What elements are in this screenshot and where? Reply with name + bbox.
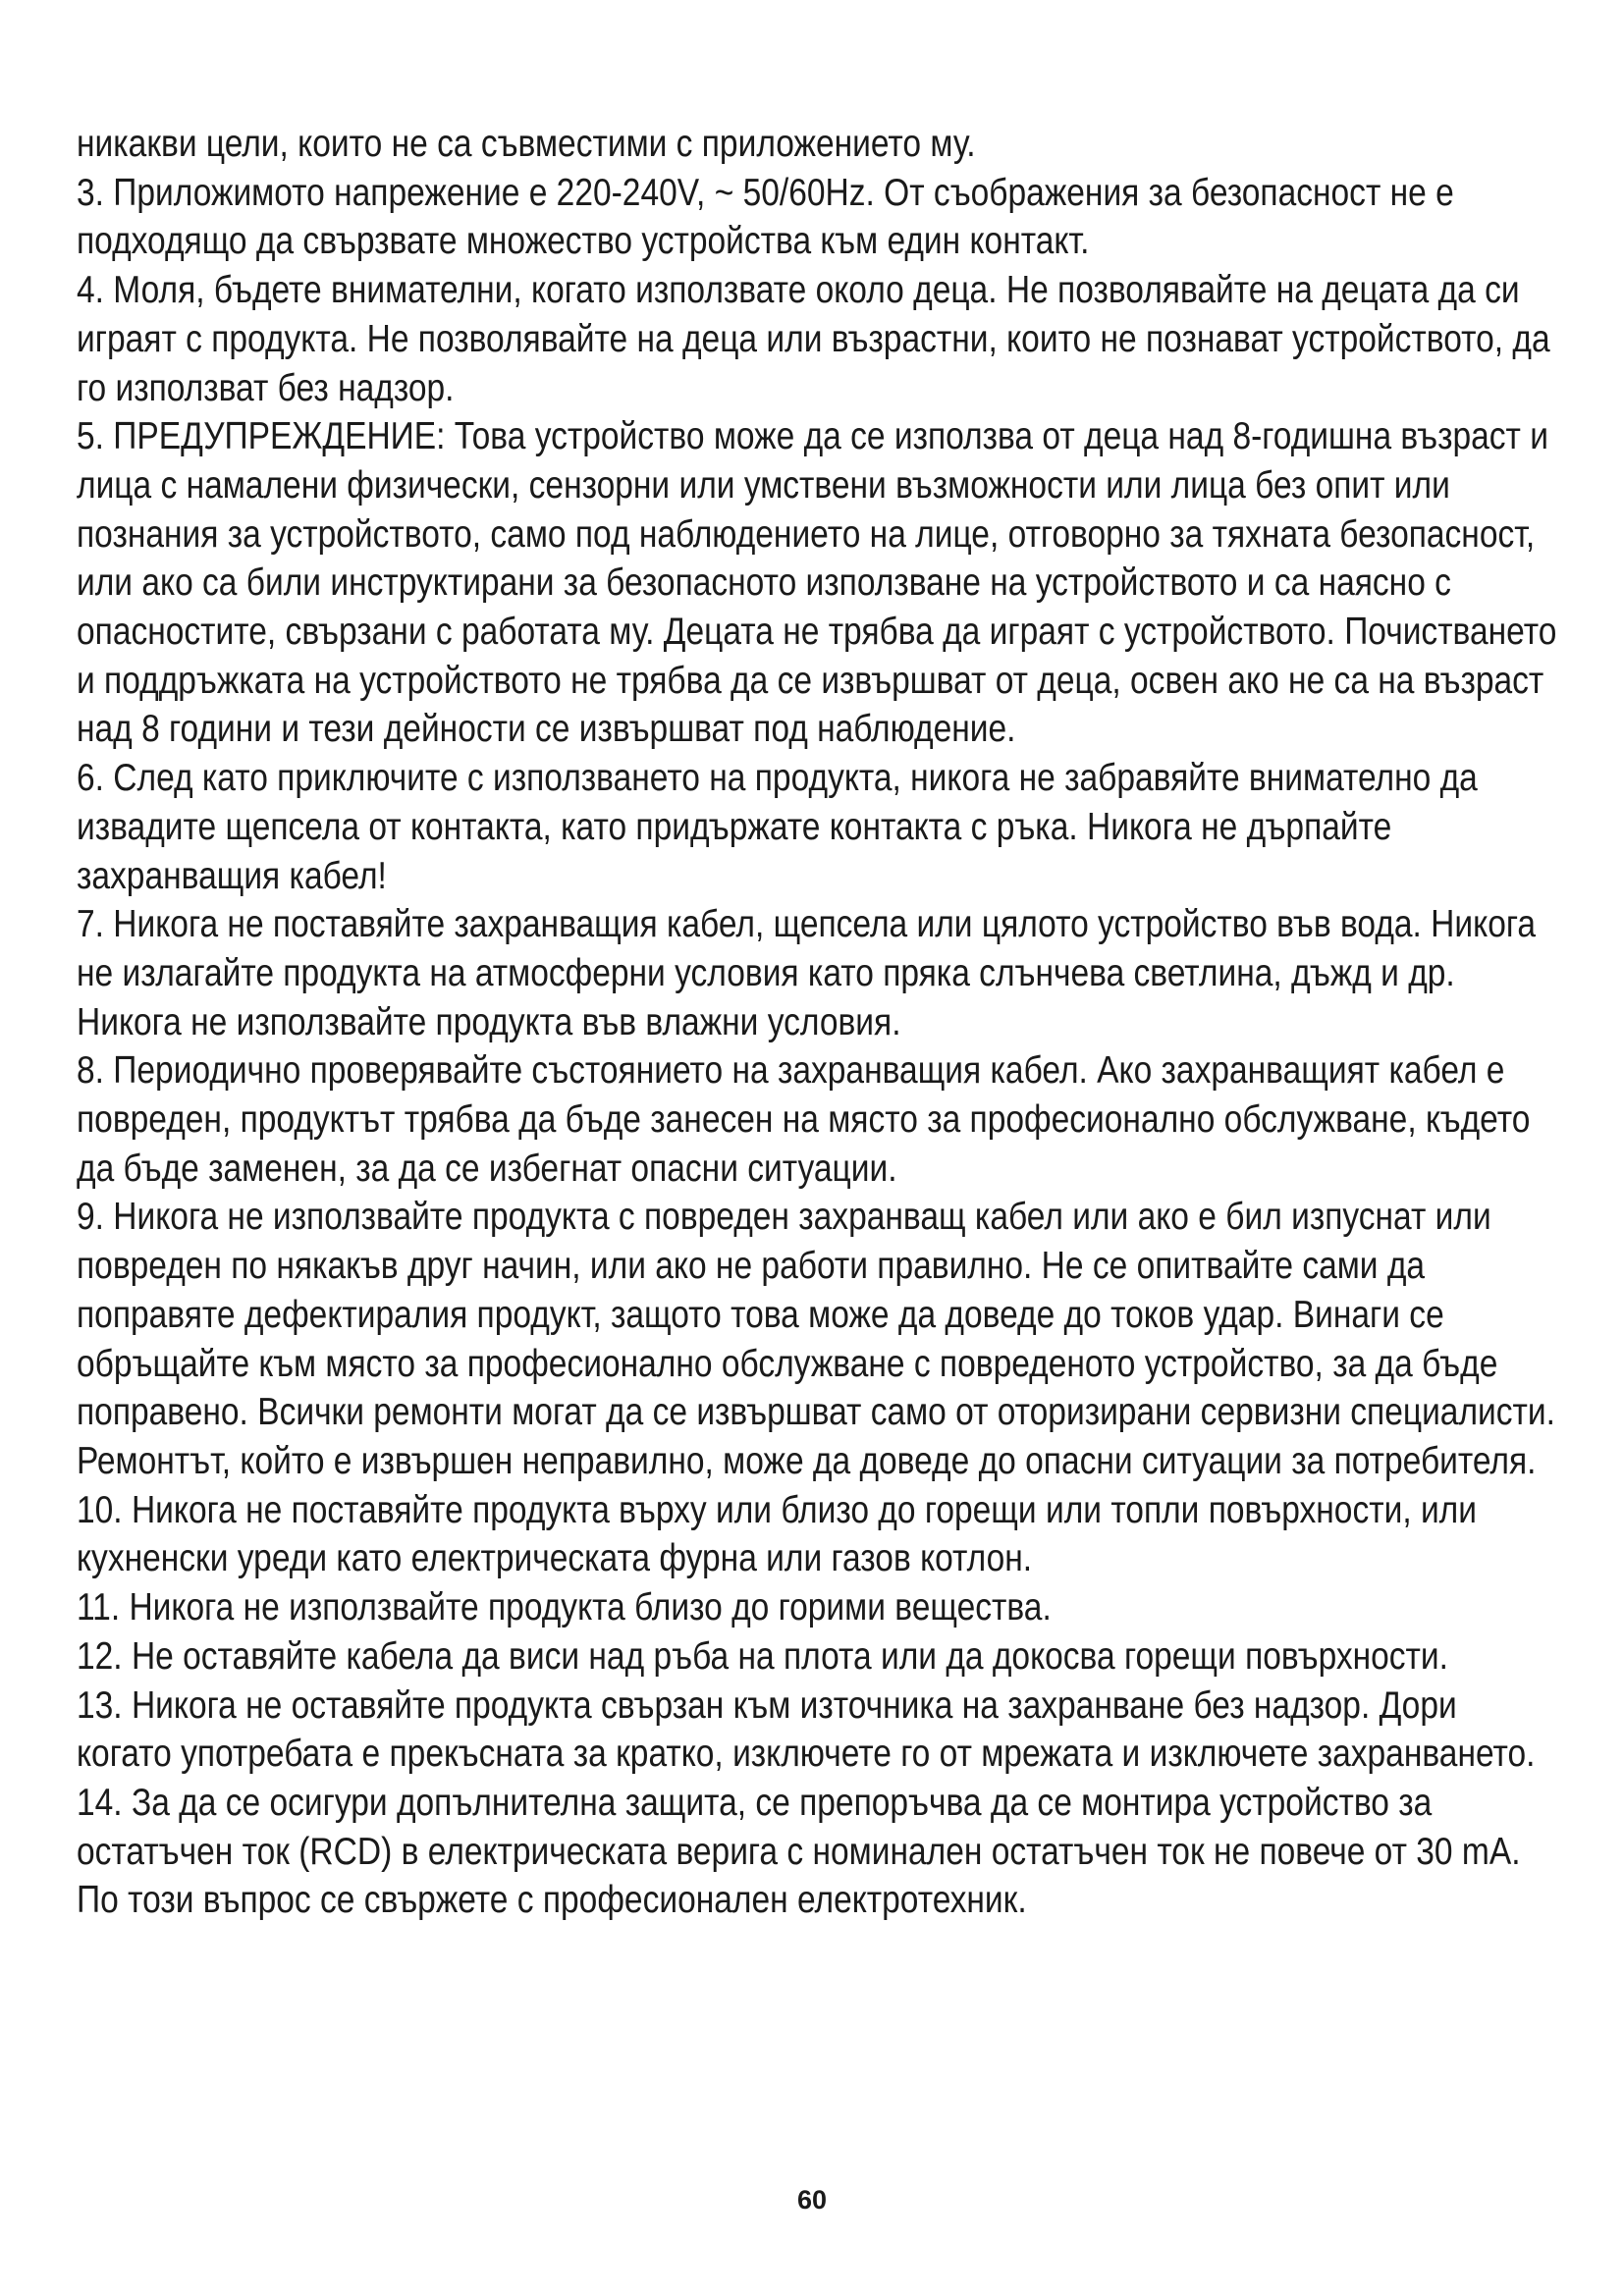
page-number: 60 xyxy=(796,2185,828,2215)
paragraph-item-6: 6. След като приключите с използването на продукта, никога не забравяйте внимателно да извадите щепсела от контакта, като придържате контакта с ръка. Никога не дърпайте захранващия кабел! xyxy=(77,757,1478,897)
paragraph-item-8: 8. Периодично проверявайте състоянието на захранващия кабел. Ако захранващият кабел е повреден, продуктът трябва да бъде занесен на място за професионално обслужване, където да бъде заменен, за да се избегнат опасни ситуации. xyxy=(77,1049,1531,1190)
paragraph-item-13: 13. Никога не оставяйте продукта свързан към източника на захранване без надзор. Дори когато употребата е прекъсната за кратко, изключете го от мрежата и изключете захранването. xyxy=(77,1683,1536,1776)
paragraph-item-3: 3. Приложимото напрежение е 220-240V, ~ 50/60Hz. От съображения за безопасност не е подходящо да свързвате множество устройства към един контакт. xyxy=(77,171,1454,263)
document-body xyxy=(77,120,1559,1925)
paragraph-item-5: 5. ПРЕДУПРЕЖДЕНИЕ: Това устройство може да се използва от деца над 8-годишна възраст и лица с намалени физически, сензорни или умствени възможности или лица без опит или познания за устройството, само под наблюдението на лице, отговорно за тяхната безопасност, или ако са били инструктирани за безопасното използване на устройството и са наясно с опасностите, свързани с работата му. Децата не трябва да играят с устройството. Почистването и поддръжката на устройството не трябва да се извършват от деца, освен ако не са на възраст над 8 години и тези дейности се извършват под наблюдение. xyxy=(77,415,1557,751)
paragraph-item-9: 9. Никога не използвайте продукта с повреден захранващ кабел или ако е бил изпуснат или повреден по някакъв друг начин, или ако не работи правилно. Не се опитвайте сами да поправяте дефектиралия продукт, защото това може да доведе до токов удар. Винаги се обръщайте към място за професионално обслужване с повреденото устройство, за да бъде поправено. Всички ремонти могат да се извършват само от оторизирани сервизни специалисти. Ремонтът, който е извършен неправилно, може да доведе до опасни ситуации за потребителя. xyxy=(77,1196,1555,1482)
paragraph-continuation: никакви цели, които не са съвместими с приложението му. xyxy=(77,123,976,165)
paragraph-item-10: 10. Никога не поставяйте продукта върху или близо до горещи или топли повърхности, или кухненски уреди като електрическата фурна или газов котлон. xyxy=(77,1488,1478,1580)
paragraph-item-12: 12. Не оставяйте кабела да виси над ръба на плота или да докосва горещи повърхности. xyxy=(77,1634,1448,1678)
paragraph-item-4: 4. Моля, бъдете внимателни, когато използвате около деца. Не позволявайте на децата да си играят с продукта. Не позволявайте на деца или възрастни, които не познават устройството, да го използват без надзор. xyxy=(77,269,1550,409)
paragraph-item-11: 11. Никога не използвайте продукта близо до горими вещества. xyxy=(77,1586,1052,1629)
paragraph-item-7: 7. Никога не поставяйте захранващия кабел, щепсела или цялото устройство във вода. Никога не излагайте продукта на атмосферни условия като пряка слънчева светлина, дъжд и др. Никога не използвайте продукта във влажни условия. xyxy=(77,903,1536,1043)
paragraph-item-14: 14. За да се осигури допълнителна защита, се препоръчва да се монтира устройство за остатъчен ток (RCD) в електрическата верига с номинален остатъчен ток не повече от 30 mA. По този въпрос се свържете с професионален електротехник. xyxy=(77,1781,1521,1922)
